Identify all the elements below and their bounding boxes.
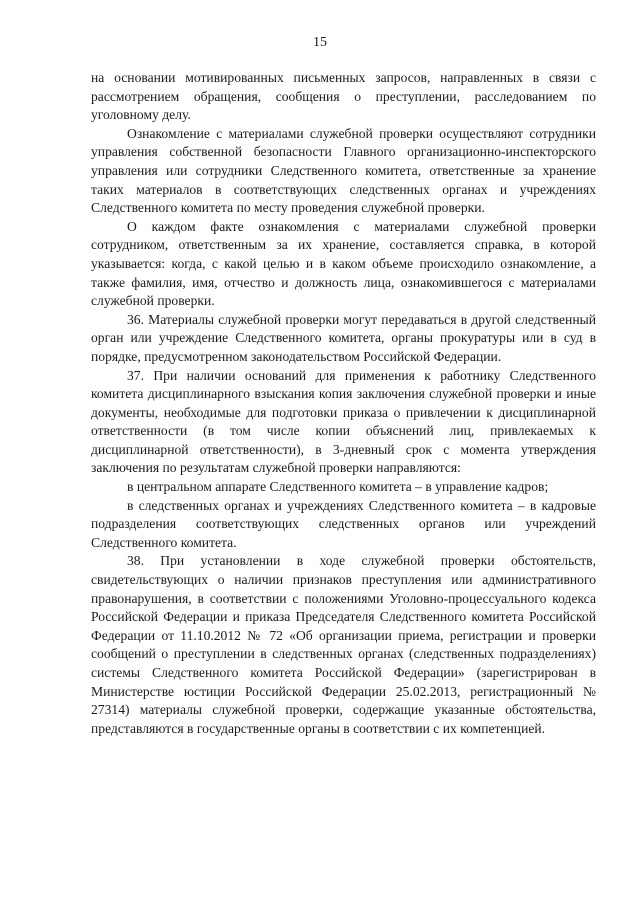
paragraph-item-38: 38. При установлении в ходе служебной проверки обстоятельств, свидетельствующих о наличии признаков преступления или административного правонарушения, в соответствии с положениями Уголовно-процессуального кодекса Российской Федерации и приказа Председателя Следственного комитета Российской Федерации от 11.10.2012 № 72 «Об организации приема, регистрации и проверки сообщений о преступлении в следственных органах (следственных подразделениях) системы Следственного комитета Российской Федерации» (зарегистрирован в Министерстве юстиции Российской Федерации 25.02.2013, регистрационный № 27314) материалы служебной проверки, содержащие указанные обстоятельства, представляются в государственные органы в соответствии с их компетенцией. [91, 553, 596, 736]
paragraph-continuation: на основании мотивированных письменных запросов, направленных в связи с рассмотрением обращения, сообщения о преступлении, расследованием по уголовному делу. [91, 70, 596, 123]
paragraph-item-36: 36. Материалы служебной проверки могут передаваться в другой следственный орган или учреждение Следственного комитета, органы прокуратуры или в суд в порядке, предусмотренном законодательством Российской Федерации. [91, 311, 596, 364]
document-body [91, 69, 596, 738]
paragraph-access-record: О каждом факте ознакомления с материалами служебной проверки сотрудником, ответственным за их хранение, составляется справка, в которой указывается: когда, с какой целью и в каком объеме происходило ознакомление, а также фамилия, имя, отчество и должность лица, ознакомившегося с материалами служебной проверки. [91, 218, 596, 309]
page-number: 15 [313, 35, 327, 50]
paragraph-item-37: 37. При наличии оснований для применения к работнику Следственного комитета дисциплинарного взыскания копия заключения служебной проверки и иные документы, необходимые для подготовки приказа о привлечении к дисциплинарной ответственности (в том числе копии объяснений лиц, привлекаемых к дисциплинарной ответственности), в 3-дневный срок с момента утверждения заключения по результатам служебной проверки направляются: [91, 367, 596, 476]
paragraph-item-37-central: в центральном аппарате Следственного комитета – в управление кадров; [127, 479, 549, 495]
paragraph-item-37-regional: в следственных органах и учреждениях Следственного комитета – в кадровые подразделения соответствующих следственных органов или учреждений Следственного комитета. [91, 497, 596, 550]
paragraph-access-procedure: Ознакомление с материалами служебной проверки осуществляют сотрудники управления собственной безопасности Главного организационно-инспекторского управления или сотрудники Следственного комитета, ответственные за хранение таких материалов в соответствующих следственных органах и учреждениях Следственного комитета по месту проведения служебной проверки. [91, 125, 596, 216]
